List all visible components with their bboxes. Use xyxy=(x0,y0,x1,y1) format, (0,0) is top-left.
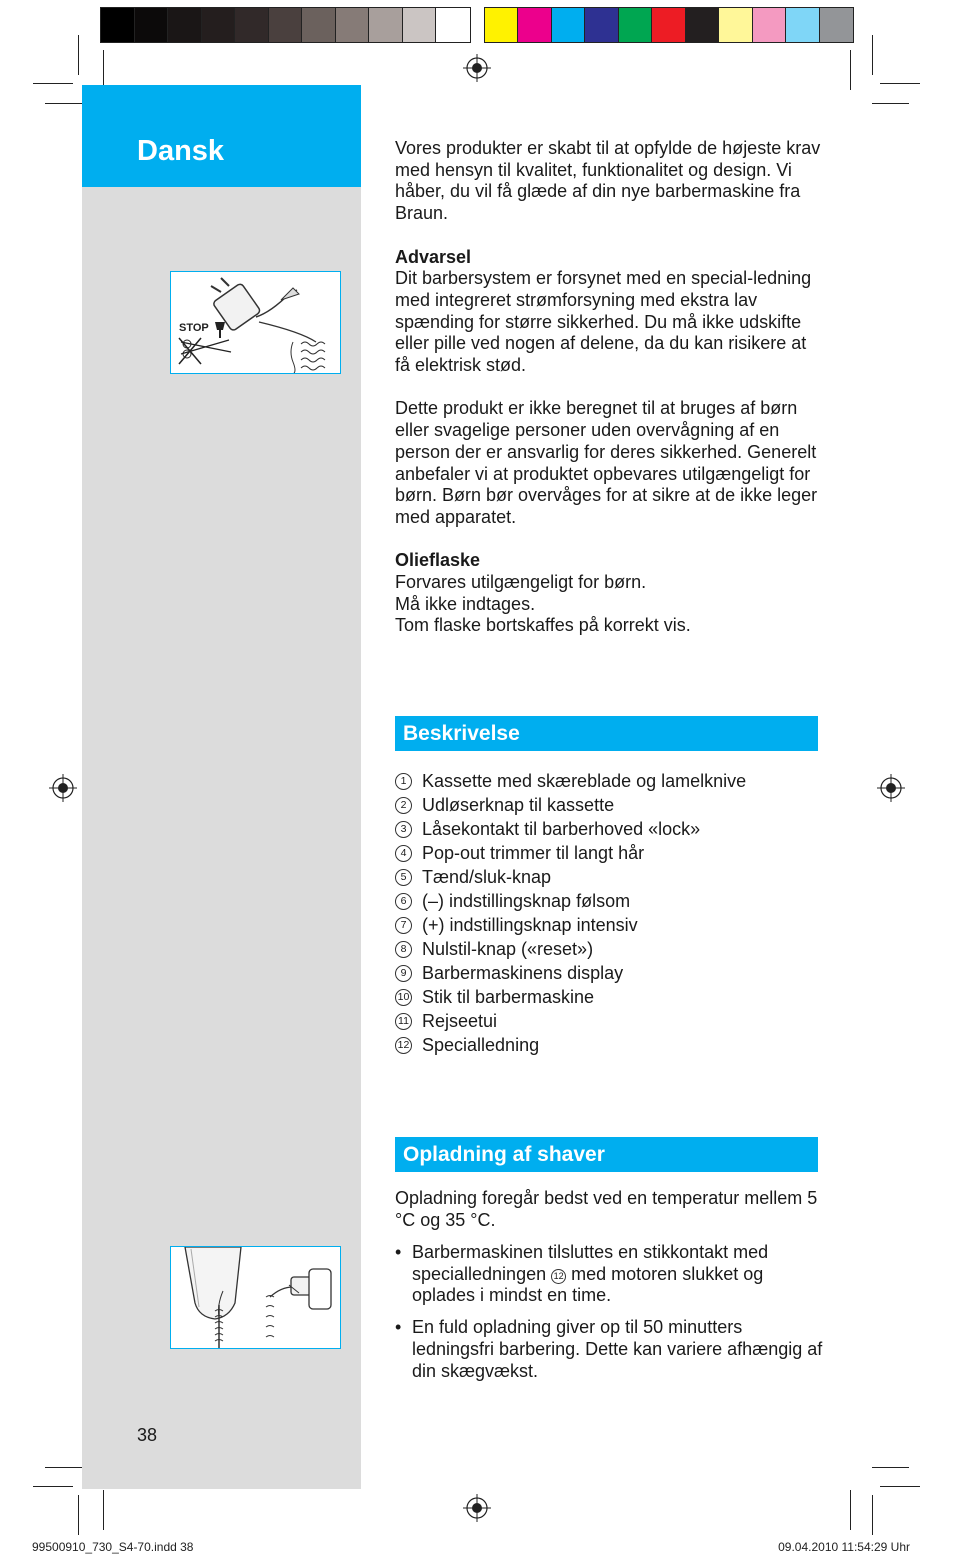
list-item xyxy=(395,793,825,817)
color-swatch xyxy=(202,8,236,42)
color-swatch xyxy=(436,8,470,42)
charging-intro: Opladning foregår bedst ved en temperatur mellem 5 °C og 35 °C. xyxy=(395,1188,818,1230)
part-number-badge: 11 xyxy=(395,1013,412,1030)
part-number-badge: 6 xyxy=(395,893,412,910)
color-swatch xyxy=(485,8,519,42)
children-warning-text: Dette produkt er ikke beregnet til at bruges af børn eller svagelige personer uden overvågning af en person der er ansvarlig for deres sikkerhed. Generelt anbefaler vi at produktet opbevares utilgængeligt for børn. Børn bør overvåges for at sikre at de ikke leger med apparatet. xyxy=(395,398,818,527)
part-label: Kassette med skæreblade og lamelknive xyxy=(422,770,747,791)
part-label: Stik til barbermaskine xyxy=(422,986,595,1007)
color-swatch xyxy=(336,8,370,42)
color-swatch xyxy=(820,8,854,42)
registration-mark-icon xyxy=(48,773,78,803)
color-swatch xyxy=(518,8,552,42)
oil-line: Må ikke indtages. xyxy=(395,593,536,614)
gray-swatch-group xyxy=(100,7,471,43)
registration-mark-icon xyxy=(462,53,492,83)
crop-mark xyxy=(78,35,79,75)
parts-list xyxy=(395,769,825,1057)
part-number-badge: 4 xyxy=(395,845,412,862)
part-number-badge: 3 xyxy=(395,821,412,838)
list-item xyxy=(395,889,825,913)
part-label: Udløserknap til kassette xyxy=(422,794,615,815)
color-swatch xyxy=(753,8,787,42)
part-label: (–) indstillingsknap følsom xyxy=(422,890,631,911)
part-label: Specialledning xyxy=(422,1034,540,1055)
list-item xyxy=(395,865,825,889)
crop-mark xyxy=(880,83,920,84)
list-item xyxy=(395,817,825,841)
crop-mark xyxy=(850,1490,851,1530)
registration-mark-icon xyxy=(462,1493,492,1523)
color-swatch xyxy=(369,8,403,42)
part-label: Låsekontakt til barberhoved «lock» xyxy=(422,818,701,839)
crop-mark xyxy=(872,35,873,75)
crop-mark xyxy=(78,1495,79,1535)
plug-cord-stop-icon xyxy=(170,271,341,374)
part-number-badge: 9 xyxy=(395,965,412,982)
crop-mark xyxy=(872,103,909,104)
crop-mark xyxy=(880,1486,920,1487)
color-swatch xyxy=(686,8,720,42)
list-item: • En fuld opladning giver op til 50 minutters ledningsfri barbering. Dette kan variere afhængig af din skægvækst. xyxy=(395,1317,825,1382)
part-number-badge: 1 xyxy=(395,773,412,790)
color-swatch xyxy=(652,8,686,42)
part-label: Tænd/sluk-knap xyxy=(422,866,552,887)
crop-mark xyxy=(872,1495,873,1535)
warning-text: Dit barbersystem er forsynet med en special-ledning med integreret strømforsyning med ekstra lav spænding for større sikkerhed. Du må ikke udskifte eller pille ved nogen af delene, da du kan risikere at få elektrisk stød. xyxy=(395,268,812,376)
list-item xyxy=(395,841,825,865)
charging-bullets xyxy=(395,1242,825,1392)
crop-mark xyxy=(103,1490,104,1530)
list-item xyxy=(395,913,825,937)
color-swatch xyxy=(135,8,169,42)
part-label: Rejseetui xyxy=(422,1010,498,1031)
color-swatch xyxy=(269,8,303,42)
process-swatch-group xyxy=(484,7,855,43)
crop-mark xyxy=(103,50,104,90)
stop-label: STOP xyxy=(179,322,209,334)
part-number-badge: 5 xyxy=(395,869,412,886)
color-swatch xyxy=(168,8,202,42)
shaver-charging-icon xyxy=(170,1246,341,1349)
part-number-badge: 7 xyxy=(395,917,412,934)
part-label: Nulstil-knap («reset») xyxy=(422,938,594,959)
color-swatch xyxy=(235,8,269,42)
part-number-badge: 12 xyxy=(551,1269,566,1284)
color-swatch xyxy=(403,8,437,42)
color-swatch xyxy=(619,8,653,42)
part-number-badge: 12 xyxy=(395,1037,412,1054)
part-number-badge: 8 xyxy=(395,941,412,958)
color-swatch xyxy=(101,8,135,42)
crop-mark xyxy=(33,83,73,84)
oil-line: Forvares utilgængeligt for børn. xyxy=(395,572,647,593)
bullet-text: med motoren slukket og oplades i mindst en time. xyxy=(412,1263,764,1306)
color-swatch xyxy=(719,8,753,42)
color-swatch xyxy=(585,8,619,42)
footer-timestamp: 09.04.2010 11:54:29 Uhr xyxy=(778,1540,910,1554)
footer-file-info: 99500910_730_S4-70.indd 38 xyxy=(32,1540,194,1554)
crop-mark xyxy=(872,1467,909,1468)
registration-mark-icon xyxy=(876,773,906,803)
list-item xyxy=(395,937,825,961)
page-title: Dansk xyxy=(137,135,225,167)
list-item xyxy=(395,1033,825,1057)
list-item xyxy=(395,961,825,985)
part-number-badge: 2 xyxy=(395,797,412,814)
list-item xyxy=(395,985,825,1009)
part-number-badge: 10 xyxy=(395,989,412,1006)
color-swatch xyxy=(552,8,586,42)
color-swatch xyxy=(302,8,336,42)
list-item xyxy=(395,769,825,793)
part-label: (+) indstillingsknap intensiv xyxy=(422,914,638,935)
intro-section xyxy=(395,138,825,637)
crop-mark xyxy=(33,1486,73,1487)
crop-mark xyxy=(850,50,851,90)
bullet-text: Barbermaskinen tilsluttes en stikkontakt med specialledningen xyxy=(412,1242,769,1284)
crop-mark xyxy=(45,103,82,104)
list-item xyxy=(395,1242,825,1307)
charging-heading: Opladning af shaver xyxy=(395,1137,818,1172)
color-swatch xyxy=(786,8,820,42)
intro-paragraph: Vores produkter er skabt til at opfylde de højeste krav med hensyn til kvalitet, funktionalitet og design. Vi håber, du vil få glæde af din nye barbermaskine fra Braun. xyxy=(395,138,821,224)
part-label: Barbermaskinens display xyxy=(422,962,624,983)
color-calibration-bar xyxy=(100,7,854,43)
oil-line: Tom flaske bortskaffes på korrekt vis. xyxy=(395,615,691,636)
warning-heading: Advarsel xyxy=(395,246,472,267)
part-label: Pop-out trimmer til langt hår xyxy=(422,842,645,863)
description-heading: Beskrivelse xyxy=(395,716,818,751)
list-item xyxy=(395,1009,825,1033)
oil-heading: Olieflaske xyxy=(395,550,481,571)
page-number: 38 xyxy=(137,1425,158,1445)
crop-mark xyxy=(45,1467,82,1468)
